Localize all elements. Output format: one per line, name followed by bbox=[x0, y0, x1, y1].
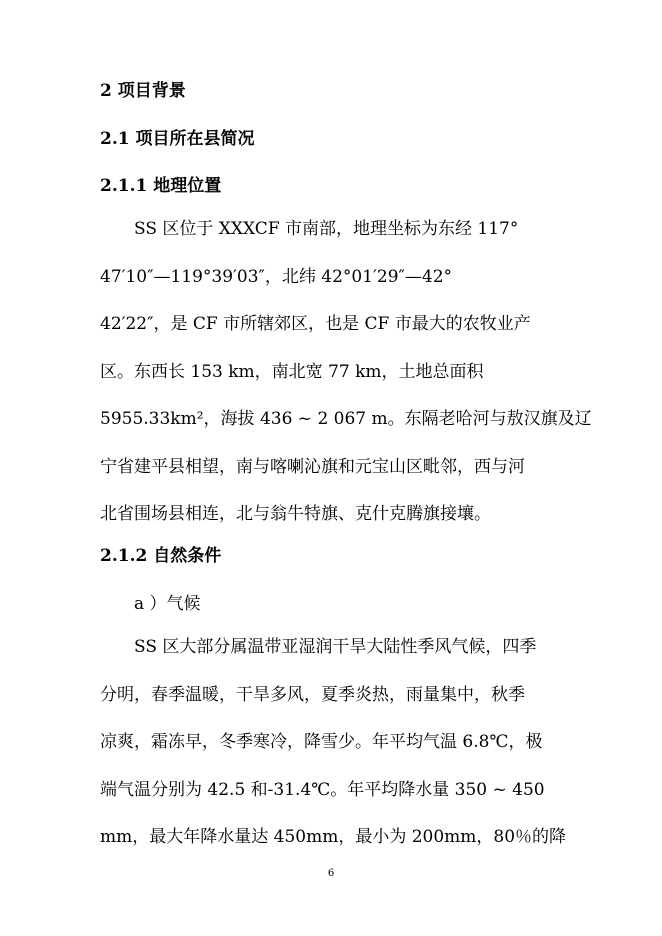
geo-line: 5955.33km²，海拔 436 ~ 2 067 m。东隔老哈河与敖汉旗及辽 bbox=[100, 409, 592, 429]
climate-line: 分明，春季温暖，干旱多风，夏季炎热，雨量集中，秋季 bbox=[100, 684, 525, 705]
page-number: 6 bbox=[327, 868, 335, 879]
geo-line: 区。东西长 153 km，南北宽 77 km，土地总面积 bbox=[100, 361, 484, 382]
heading-project-background: 2 项目背景 bbox=[100, 81, 186, 101]
subheading-climate: a ）气候 bbox=[134, 594, 201, 614]
climate-line: SS 区大部分属温带亚湿润干旱大陆性季风气候，四季 bbox=[134, 637, 537, 657]
heading-county-overview bbox=[100, 128, 255, 150]
geo-line: 宁省建平县相望，南与喀喇沁旗和元宝山区毗邻，西与河 bbox=[100, 456, 525, 477]
climate-line: 凉爽，霜冻早，冬季寒冷，降雪少。年平均气温 6.8℃，极 bbox=[100, 732, 543, 752]
climate-line: 端气温分别为 42.5 和-31.4℃。年平均降水量 350 ~ 450 bbox=[100, 779, 545, 800]
paragraph-climate bbox=[100, 624, 567, 862]
geo-line: 47′10″—119°39′03″，北纬 42°01′29″—42° bbox=[100, 266, 453, 287]
paragraph-geographic-location bbox=[100, 206, 592, 539]
climate-line: mm，最大年降水量达 450mm，最小为 200mm，80％的降 bbox=[100, 827, 567, 847]
geo-line: 北省围场县相连，北与翁牛特旗、克什克腾旗接壤。 bbox=[100, 504, 491, 524]
heading-county-overview-text: 2.1 项目所在县简况 bbox=[100, 129, 255, 149]
heading-natural-conditions: 2.1.2 自然条件 bbox=[100, 546, 222, 566]
heading-geographic-location: 2.1.1 地理位置 bbox=[100, 176, 222, 196]
geo-line: 42′22″，是 CF 市所辖郊区，也是 CF 市最大的农牧业产 bbox=[100, 314, 531, 334]
geo-line: SS 区位于 XXXCF 市南部，地理坐标为东经 117° bbox=[134, 219, 519, 239]
